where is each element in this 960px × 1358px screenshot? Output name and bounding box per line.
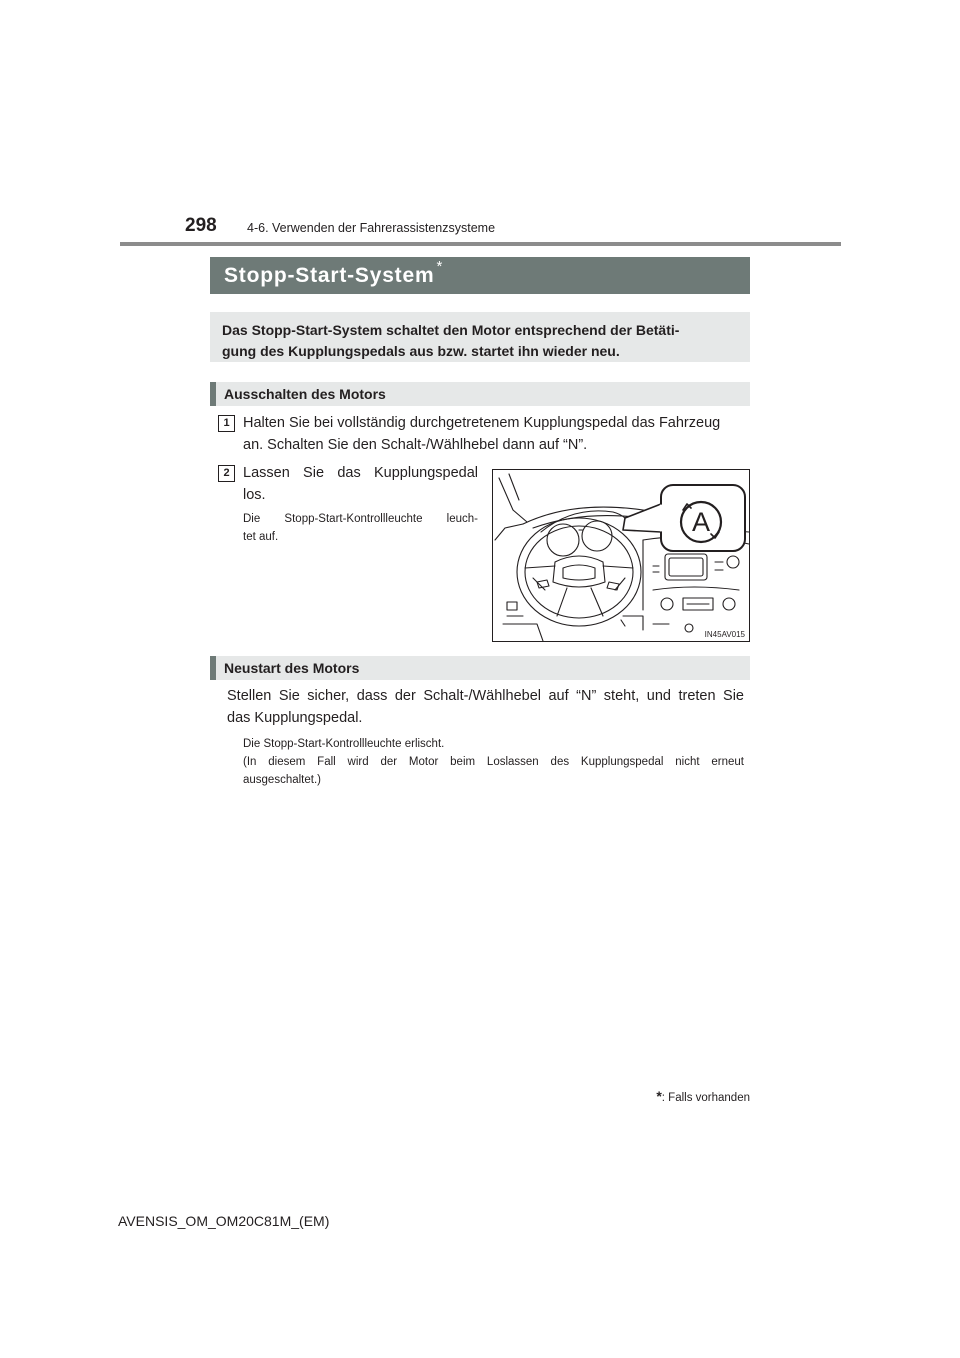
neustart-text	[227, 685, 744, 729]
title-asterisk: *	[436, 258, 443, 275]
illustration-code: IN45AV015	[704, 630, 745, 639]
callout-label: A	[691, 507, 711, 537]
neustart-note-line: ausgeschaltet.)	[243, 774, 321, 786]
step-2-note-line: tet auf.	[243, 531, 279, 543]
dashboard-illustration	[492, 469, 750, 642]
footnote-asterisk: *	[656, 1088, 662, 1104]
neustart-line: das Kupplungspedal.	[227, 710, 363, 726]
intro-line: Das Stopp-Start-System schaltet den Motor entsprechend der Betäti-	[222, 322, 680, 338]
neustart-note	[243, 735, 744, 789]
neustart-line: Stellen Sie sicher, dass der Schalt-/Wählhebel auf “N” steht, und treten Sie	[227, 688, 744, 704]
header-divider	[120, 242, 841, 246]
intro-box	[210, 312, 750, 362]
step-2-note-line: Die Stopp-Start-Kontrollleuchte leuch-	[243, 513, 478, 525]
step-1-text	[243, 412, 750, 456]
chapter-title: 4-6. Verwenden der Fahrerassistenzsysteme	[247, 221, 496, 235]
neustart-note-line: (In diesem Fall wird der Motor beim Loslassen des Kupplungspedal nicht erneut	[243, 756, 744, 768]
subheading-neustart: Neustart des Motors	[210, 656, 750, 680]
footer-doc-code: AVENSIS_OM_OM20C81M_(EM)	[118, 1213, 330, 1229]
step-2-line: los.	[243, 487, 266, 503]
dashboard-steering-wheel-icon	[493, 470, 749, 641]
step-2-note	[243, 510, 478, 546]
step-1-line: an. Schalten Sie den Schalt-/Wählhebel dann auf “N”.	[243, 437, 588, 453]
footnote-text: : Falls vorhanden	[661, 1092, 750, 1104]
footnote	[656, 1088, 750, 1104]
intro-line: gung des Kupplungspedals aus bzw. startet ihn wieder neu.	[222, 343, 620, 359]
step-badge-1: 1	[218, 415, 235, 432]
section-title: Stopp-Start-System	[224, 263, 435, 287]
page-number: 298	[185, 215, 217, 236]
step-2-line: Lassen Sie das Kupplungspedal	[243, 465, 478, 481]
step-1-line: Halten Sie bei vollständig durchgetretenem Kupplungspedal das Fahrzeug	[243, 415, 721, 431]
neustart-note-line: Die Stopp-Start-Kontrollleuchte erlischt.	[243, 738, 445, 750]
subheading-ausschalten: Ausschalten des Motors	[210, 382, 750, 406]
step-2-text	[243, 462, 478, 506]
section-title-bar	[210, 257, 750, 294]
step-badge-2: 2	[218, 465, 235, 482]
